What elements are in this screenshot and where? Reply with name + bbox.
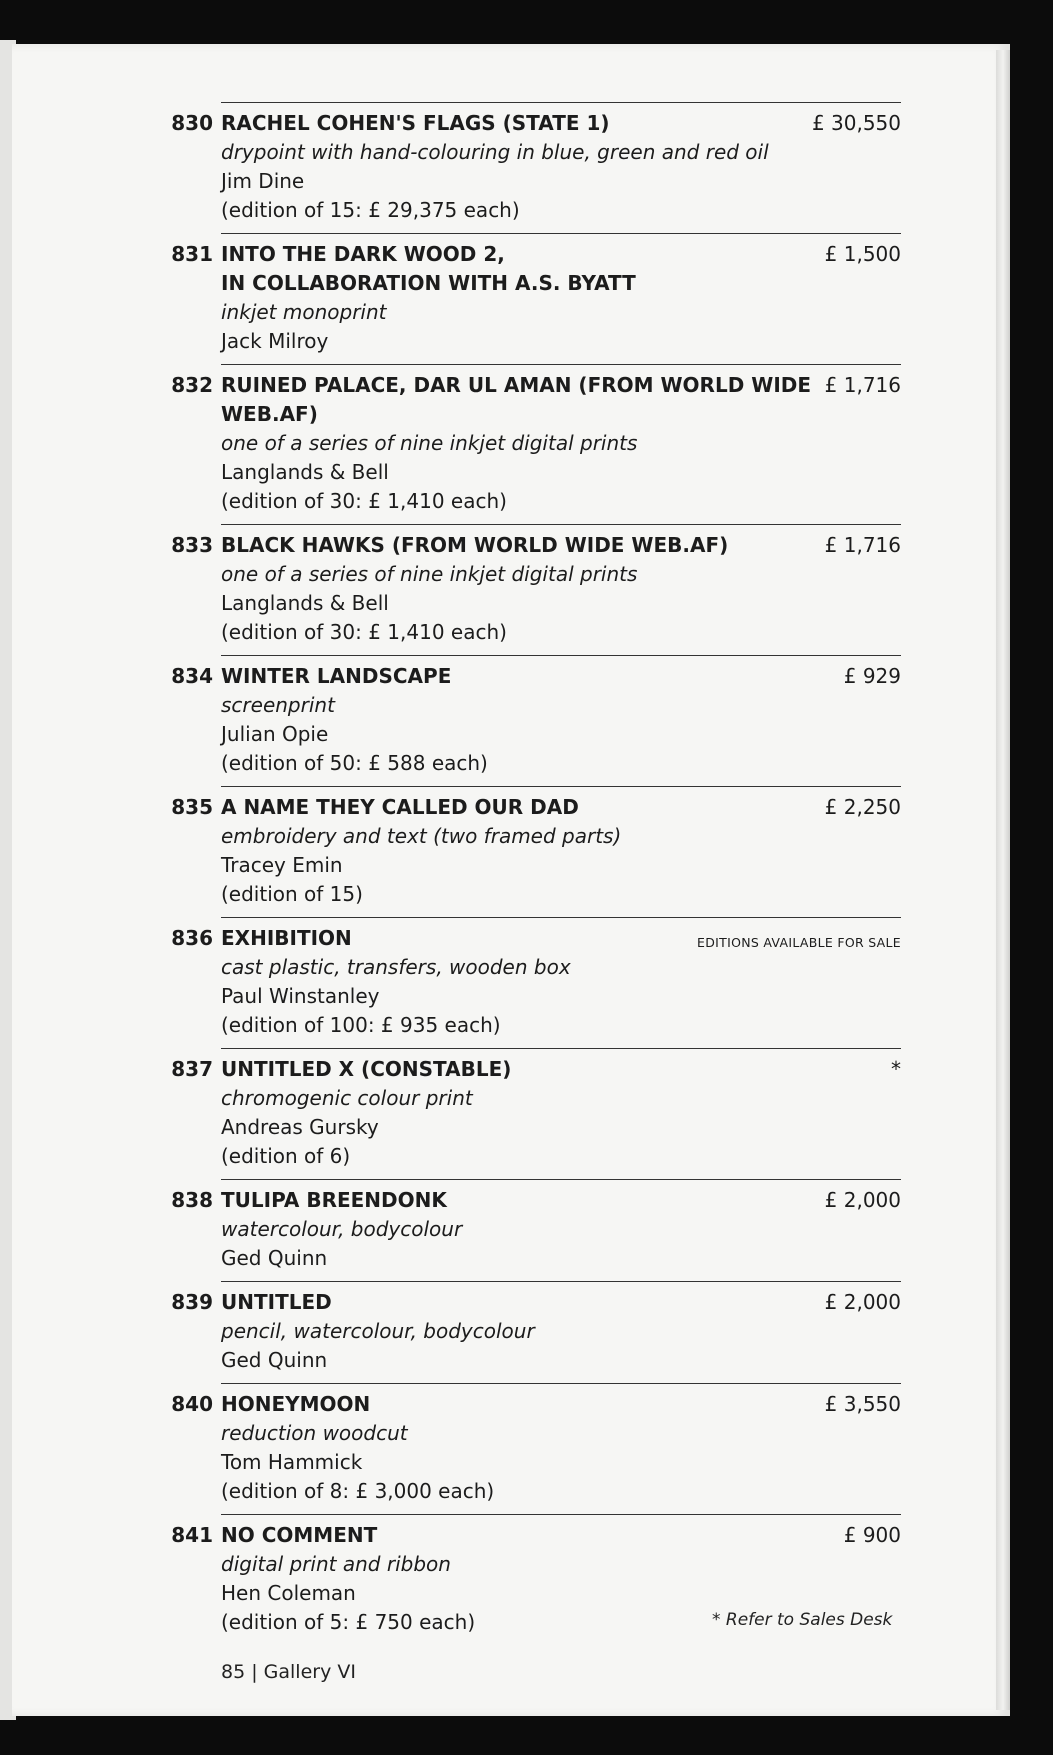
lot-edition: (edition of 30: £ 1,410 each)	[221, 620, 507, 644]
lot-edition: (edition of 100: £ 935 each)	[221, 1013, 501, 1037]
lot-number: 832	[171, 373, 213, 397]
lot-medium: embroidery and text (two framed parts)	[221, 824, 622, 848]
lot-edition: (edition of 8: £ 3,000 each)	[221, 1479, 495, 1503]
lot-medium: watercolour, bodycolour	[221, 1217, 463, 1241]
lot-price: £ 2,250	[824, 795, 901, 819]
lot-price: *	[891, 1057, 901, 1081]
catalogue-entry	[171, 524, 901, 655]
page-edge	[996, 50, 1010, 1710]
lot-edition: (edition of 6)	[221, 1144, 351, 1168]
catalogue-entry	[171, 102, 901, 233]
lot-title: RUINED PALACE, DAR UL AMAN (FROM WORLD WIDE WEB.AF)	[221, 373, 812, 426]
lot-artist: Jack Milroy	[221, 329, 329, 353]
lot-title: UNTITLED	[221, 1290, 332, 1314]
catalogue-entry	[171, 1281, 901, 1383]
lot-artist: Tracey Emin	[221, 853, 343, 877]
lot-number: 836	[171, 926, 213, 950]
lot-price: £ 929	[843, 664, 901, 688]
lot-title: INTO THE DARK WOOD 2, IN COLLABORATION WITH A.S. BYATT	[221, 242, 636, 295]
lot-artist: Tom Hammick	[221, 1450, 363, 1474]
page-folio: 85 | Gallery VI	[221, 1661, 356, 1683]
lot-number: 835	[171, 795, 213, 819]
catalogue-entry	[171, 786, 901, 917]
lot-title: EXHIBITION	[221, 926, 352, 950]
lot-price: £ 2,000	[824, 1290, 901, 1314]
catalogue-entry	[171, 917, 901, 1048]
lot-price: £ 1,716	[824, 533, 901, 557]
lot-price: £ 3,550	[824, 1392, 901, 1416]
lot-artist: Paul Winstanley	[221, 984, 380, 1008]
lot-medium: one of a series of nine inkjet digital prints	[221, 431, 638, 455]
lot-title: A NAME THEY CALLED OUR DAD	[221, 795, 579, 819]
lot-title: RACHEL COHEN'S FLAGS (STATE 1)	[221, 111, 610, 135]
lot-medium: pencil, watercolour, bodycolour	[221, 1319, 535, 1343]
lot-edition: (edition of 5: £ 750 each)	[221, 1610, 476, 1634]
lot-artist: Langlands & Bell	[221, 460, 389, 484]
lot-medium: cast plastic, transfers, wooden box	[221, 955, 571, 979]
lot-number: 831	[171, 242, 213, 266]
catalogue-entry	[171, 655, 901, 786]
catalogue-entry	[171, 233, 901, 364]
lot-medium: one of a series of nine inkjet digital prints	[221, 562, 638, 586]
lot-number: 840	[171, 1392, 213, 1416]
lot-medium: digital print and ribbon	[221, 1552, 451, 1576]
lot-medium: reduction woodcut	[221, 1421, 408, 1445]
lot-artist: Hen Coleman	[221, 1581, 356, 1605]
lot-artist: Julian Opie	[221, 722, 329, 746]
lot-medium: chromogenic colour print	[221, 1086, 473, 1110]
lot-price: £ 1,500	[824, 242, 901, 266]
lot-medium: inkjet monoprint	[221, 300, 387, 324]
lot-medium: drypoint with hand-colouring in blue, green and red oil	[221, 140, 769, 164]
lot-medium: screenprint	[221, 693, 335, 717]
lot-artist: Ged Quinn	[221, 1348, 328, 1372]
catalogue-list	[171, 102, 901, 1645]
lot-price: EDITIONS AVAILABLE FOR SALE	[697, 935, 901, 950]
lot-edition: (edition of 50: £ 588 each)	[221, 751, 488, 775]
lot-title: TULIPA BREENDONK	[221, 1188, 447, 1212]
lot-number: 833	[171, 533, 213, 557]
lot-price: £ 900	[843, 1523, 901, 1547]
lot-edition: (edition of 15: £ 29,375 each)	[221, 198, 520, 222]
lot-title: UNTITLED X (CONSTABLE)	[221, 1057, 512, 1081]
catalogue-entry	[171, 364, 901, 524]
lot-title: BLACK HAWKS (FROM WORLD WIDE WEB.AF)	[221, 533, 729, 557]
lot-artist: Ged Quinn	[221, 1246, 328, 1270]
lot-title: WINTER LANDSCAPE	[221, 664, 452, 688]
lot-artist: Jim Dine	[221, 169, 305, 193]
lot-number: 830	[171, 111, 213, 135]
lot-artist: Langlands & Bell	[221, 591, 389, 615]
catalogue-entry	[171, 1383, 901, 1514]
lot-edition: (edition of 30: £ 1,410 each)	[221, 489, 507, 513]
catalogue-entry	[171, 1179, 901, 1281]
lot-title: NO COMMENT	[221, 1523, 378, 1547]
lot-number: 839	[171, 1290, 213, 1314]
catalogue-entry	[171, 1048, 901, 1179]
lot-number: 841	[171, 1523, 213, 1547]
lot-number: 837	[171, 1057, 213, 1081]
lot-number: 834	[171, 664, 213, 688]
lot-edition: (edition of 15)	[221, 882, 363, 906]
lot-price: £ 2,000	[824, 1188, 901, 1212]
lot-price: £ 30,550	[811, 111, 901, 135]
lot-artist: Andreas Gursky	[221, 1115, 379, 1139]
lot-price: £ 1,716	[824, 373, 901, 397]
footnote: * Refer to Sales Desk	[712, 1610, 893, 1630]
lot-title: HONEYMOON	[221, 1392, 371, 1416]
lot-number: 838	[171, 1188, 213, 1212]
